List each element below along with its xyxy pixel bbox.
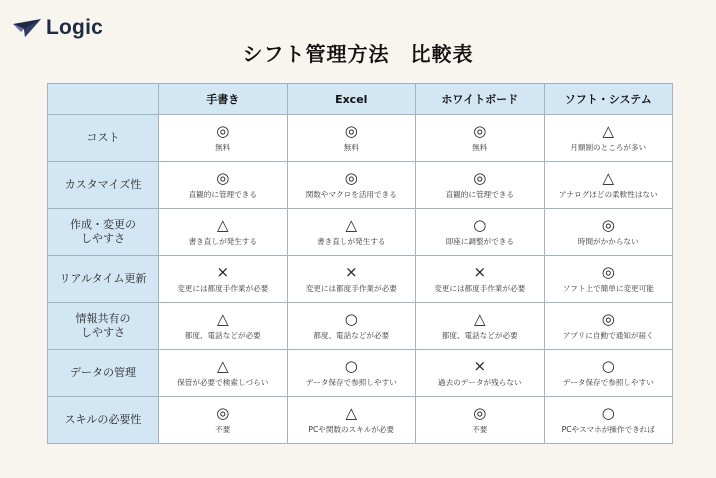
cell-note: ソフト上で簡単に変更可能 <box>562 284 654 293</box>
table-cell <box>416 350 545 397</box>
column-header-software: ソフト・システム <box>544 84 673 115</box>
rating-symbol: ◎ <box>601 216 615 234</box>
table-cell <box>287 256 416 303</box>
logo-text: Logic <box>46 16 103 39</box>
cell-note: 都度、電話などが必要 <box>184 331 261 340</box>
rating-symbol: × <box>473 357 487 375</box>
cell-note: データ保存で参照しやすい <box>562 378 654 387</box>
table-row <box>48 303 673 350</box>
table-row <box>48 256 673 303</box>
rating-symbol: △ <box>216 310 229 328</box>
table-cell <box>544 209 673 256</box>
table-cell <box>287 303 416 350</box>
cell-note: 不要 <box>215 425 231 434</box>
cell-note: 不要 <box>472 425 488 434</box>
table-cell <box>159 209 288 256</box>
cell-note: アナログほどの柔軟性はない <box>558 190 658 199</box>
rating-symbol: △ <box>216 216 229 234</box>
cell-note: 書き直しが発生する <box>317 237 386 246</box>
row-header: データの管理 <box>48 350 159 397</box>
rating-symbol: ◎ <box>601 310 615 328</box>
table-row <box>48 350 673 397</box>
rating-symbol: × <box>473 263 487 281</box>
rating-symbol: ◎ <box>473 169 487 187</box>
cell-note: 変更には都度手作業が必要 <box>177 284 269 293</box>
rating-symbol: ◎ <box>216 169 230 187</box>
rating-symbol: △ <box>345 404 358 422</box>
rating-symbol: ○ <box>473 216 487 234</box>
cell-note: 都度、電話などが必要 <box>441 331 518 340</box>
table-cell <box>416 162 545 209</box>
table-cell <box>159 115 288 162</box>
cell-note: PCや関数のスキルが必要 <box>308 425 395 434</box>
cell-note: 無料 <box>215 143 231 152</box>
table-cell <box>544 162 673 209</box>
table-cell <box>544 350 673 397</box>
rating-symbol: ◎ <box>473 404 487 422</box>
cell-note: 即座に調整ができる <box>445 237 514 246</box>
rating-symbol: ◎ <box>344 169 358 187</box>
table-cell <box>416 115 545 162</box>
cell-note: 変更には都度手作業が必要 <box>305 284 397 293</box>
cell-note: アプリに自動で通知が届く <box>562 331 654 340</box>
rating-symbol: △ <box>216 357 229 375</box>
table-cell <box>544 397 673 444</box>
cell-note: 書き直しが発生する <box>188 237 257 246</box>
cell-note: 都度、電話などが必要 <box>313 331 390 340</box>
cell-note: 過去のデータが残らない <box>437 378 522 387</box>
cell-note: 無料 <box>472 143 488 152</box>
table-cell <box>287 115 416 162</box>
cell-note: 時間がかからない <box>577 237 639 246</box>
rating-symbol: ◎ <box>473 122 487 140</box>
row-header: コスト <box>48 115 159 162</box>
cell-note: PCやスマホが操作できれば <box>561 425 655 434</box>
rating-symbol: ○ <box>601 404 615 422</box>
cell-note: 無料 <box>343 143 359 152</box>
table-cell <box>287 397 416 444</box>
row-header: リアルタイム更新 <box>48 256 159 303</box>
rating-symbol: ○ <box>601 357 615 375</box>
rating-symbol: ○ <box>344 310 358 328</box>
comparison-table <box>47 83 673 444</box>
row-header: スキルの必要性 <box>48 397 159 444</box>
table-cell <box>416 397 545 444</box>
column-header-handwritten: 手書き <box>159 84 288 115</box>
cell-note: データ保存で参照しやすい <box>305 378 397 387</box>
rating-symbol: ◎ <box>344 122 358 140</box>
table-header-row <box>48 84 673 115</box>
rating-symbol: △ <box>345 216 358 234</box>
table-row <box>48 209 673 256</box>
table-row <box>48 397 673 444</box>
rating-symbol: × <box>216 263 230 281</box>
column-header-excel: Excel <box>287 84 416 115</box>
table-cell <box>416 256 545 303</box>
table-cell <box>416 209 545 256</box>
rating-symbol: × <box>344 263 358 281</box>
row-header: 作成・変更の しやすさ <box>48 209 159 256</box>
cell-note: 直観的に管理できる <box>445 190 514 199</box>
rating-symbol: ○ <box>344 357 358 375</box>
table-cell <box>544 115 673 162</box>
table-cell <box>287 162 416 209</box>
cell-note: 直観的に管理できる <box>188 190 257 199</box>
page-title: シフト管理方法 比較表 <box>242 42 474 66</box>
table-corner-cell <box>48 84 159 115</box>
table-cell <box>416 303 545 350</box>
table-cell <box>159 350 288 397</box>
table-cell <box>544 256 673 303</box>
row-header: カスタマイズ性 <box>48 162 159 209</box>
column-header-whiteboard: ホワイトボード <box>416 84 545 115</box>
table-cell <box>544 303 673 350</box>
logo-mark-icon <box>12 17 42 39</box>
rating-symbol: △ <box>602 122 615 140</box>
cell-note: 月額制のところが多い <box>570 143 647 152</box>
cell-note: 保管が必要で検索しづらい <box>177 378 269 387</box>
table-cell <box>287 209 416 256</box>
row-header: 情報共有の しやすさ <box>48 303 159 350</box>
logo <box>12 16 103 40</box>
table-cell <box>287 350 416 397</box>
table-cell <box>159 303 288 350</box>
cell-note: 変更には都度手作業が必要 <box>434 284 526 293</box>
rating-symbol: △ <box>473 310 486 328</box>
table-cell <box>159 256 288 303</box>
table-row <box>48 115 673 162</box>
rating-symbol: ◎ <box>601 263 615 281</box>
table-row <box>48 162 673 209</box>
rating-symbol: ◎ <box>216 404 230 422</box>
rating-symbol: ◎ <box>216 122 230 140</box>
rating-symbol: △ <box>602 169 615 187</box>
table-cell <box>159 397 288 444</box>
cell-note: 関数やマクロを活用できる <box>305 190 397 199</box>
table-cell <box>159 162 288 209</box>
